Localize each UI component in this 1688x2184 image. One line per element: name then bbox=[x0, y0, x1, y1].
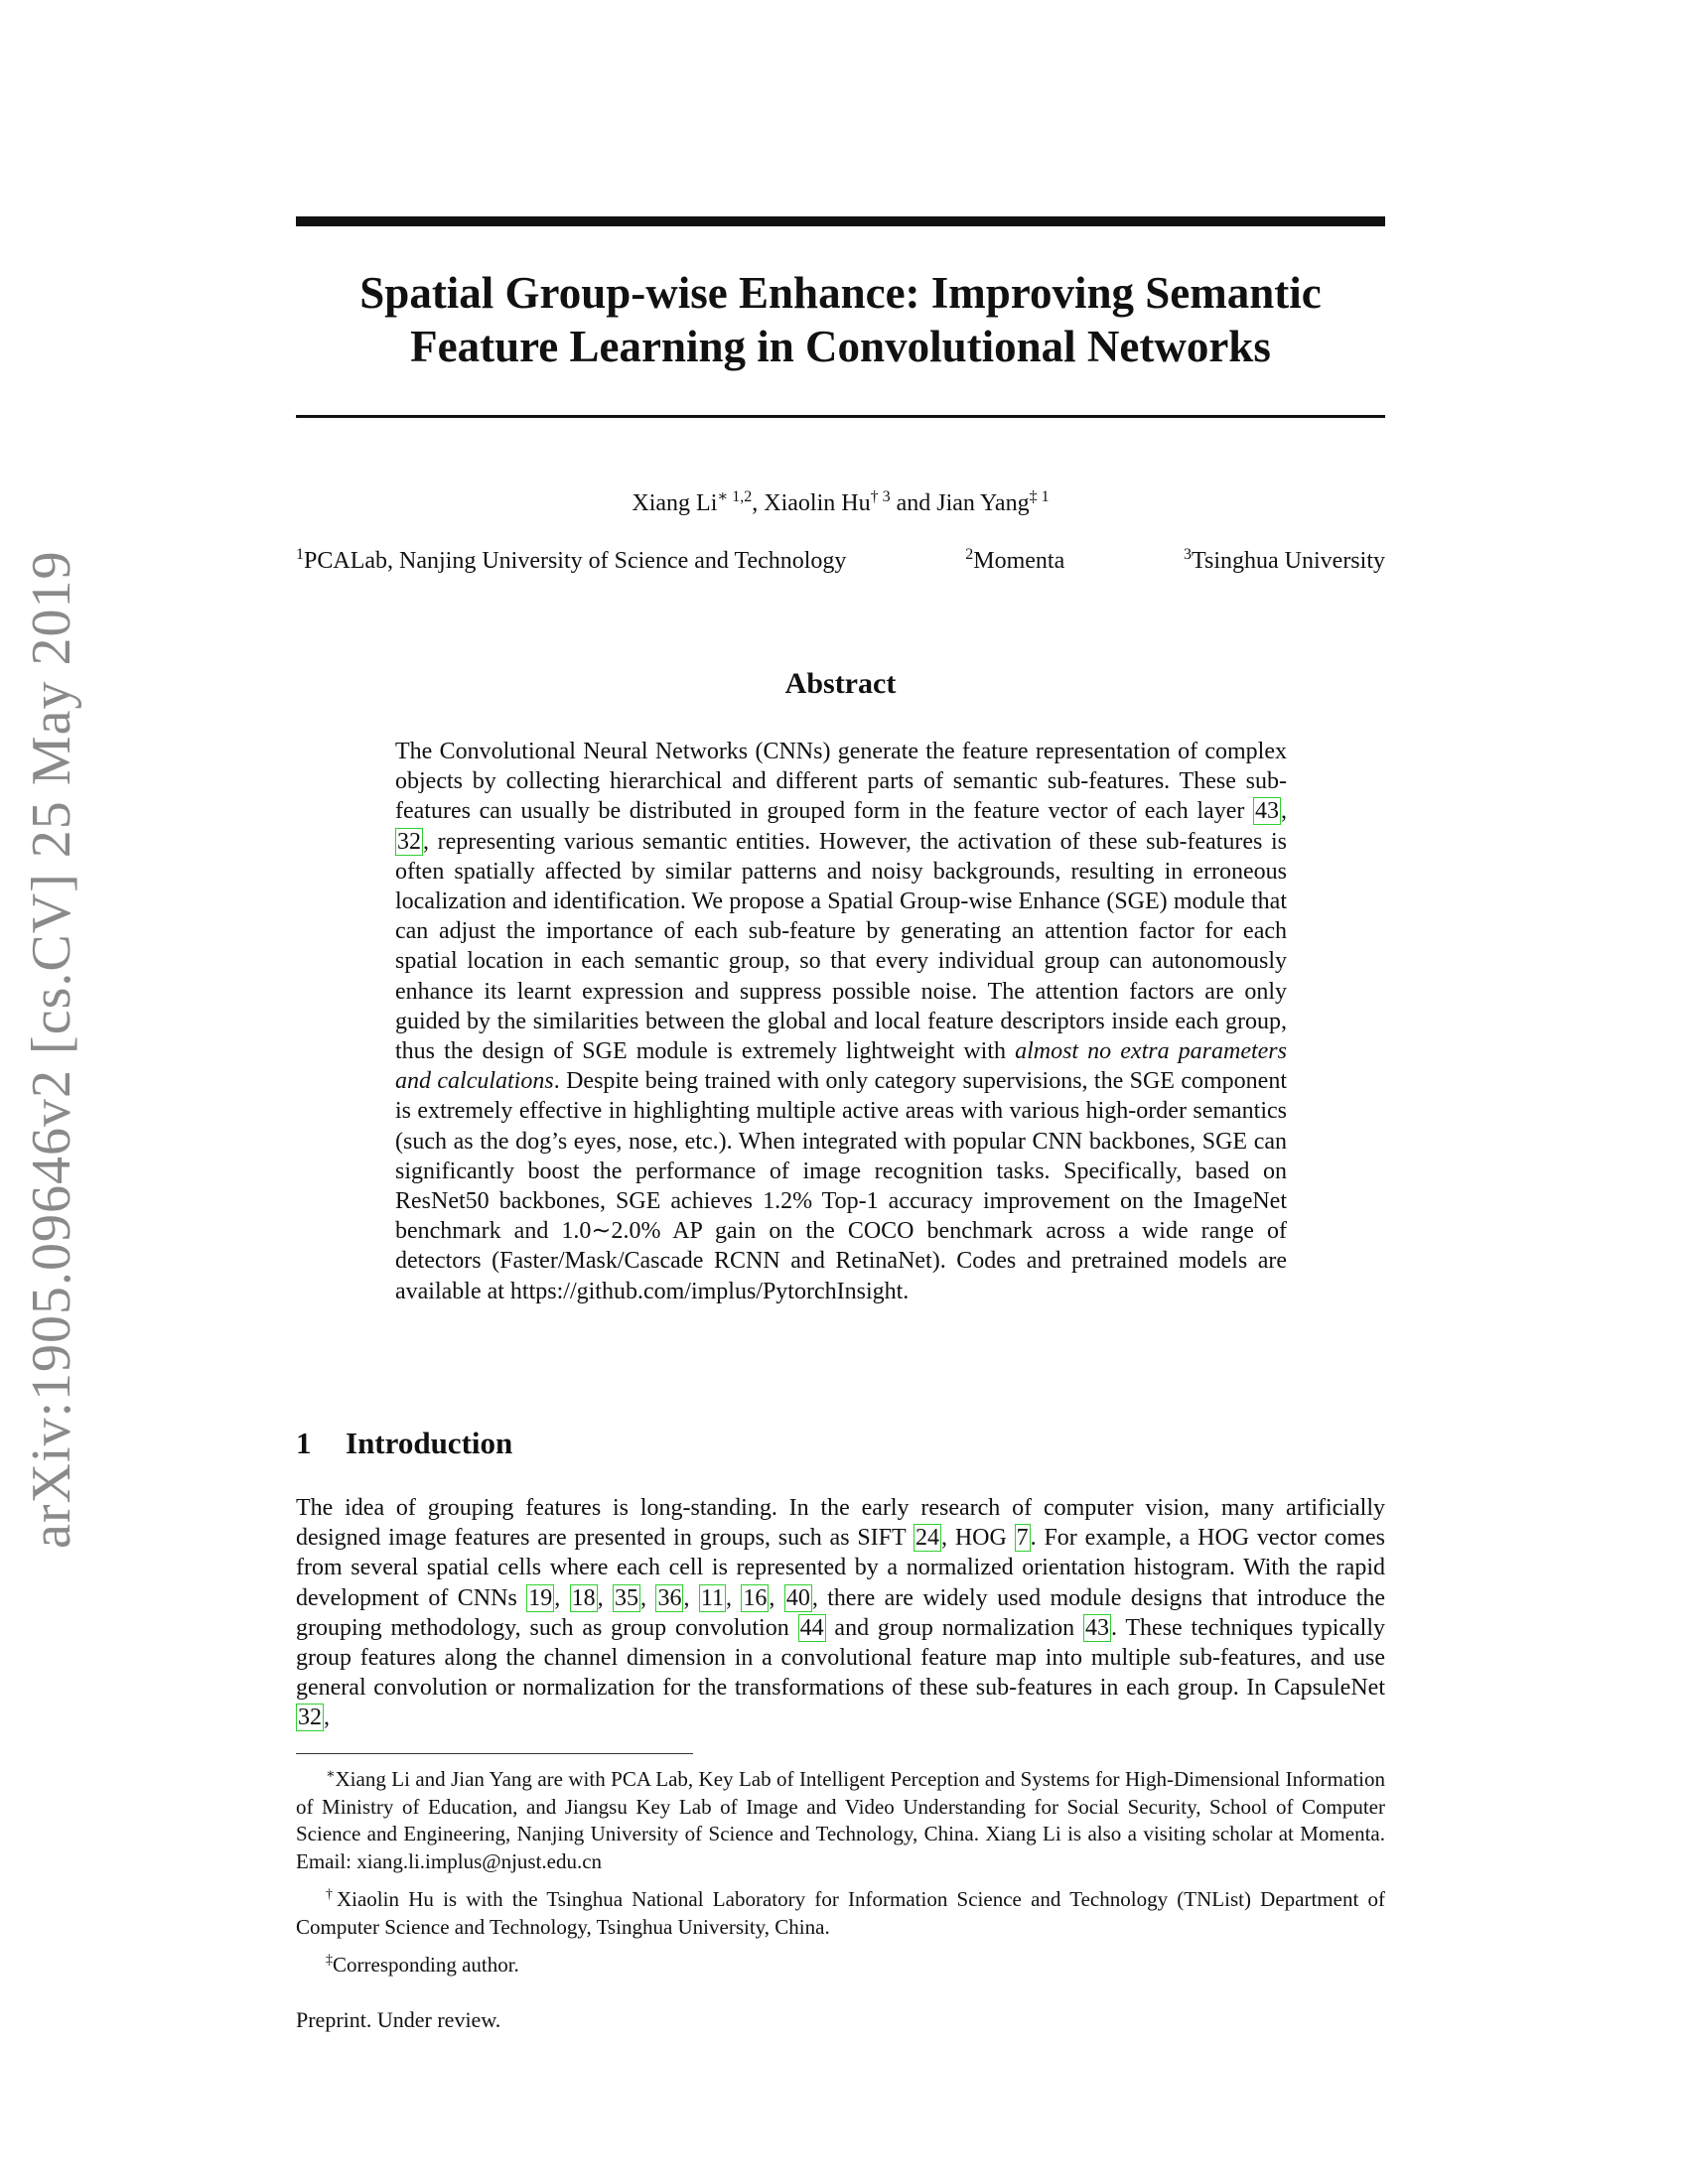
intro-run: The idea of grouping features is long-standing. In the early research of computer vision, many artificially designed image features are presented in groups, such as SIFT bbox=[296, 1495, 1385, 1552]
citation-link[interactable]: 11 bbox=[700, 1584, 724, 1611]
citation-link[interactable]: 36 bbox=[657, 1584, 682, 1611]
title-line-1: Spatial Group-wise Enhance: Improving Semantic bbox=[359, 268, 1322, 318]
citation-separator: , bbox=[640, 1584, 656, 1611]
footnote bbox=[296, 1881, 1385, 1941]
abstract-run: . Despite being trained with only category supervisions, the SGE component is extremely effective in highlighting multiple active areas with various high-order semantics (such as the dog’s eyes, nose, etc.). When integrated with popular CNN backbones, SGE can significantly boost the performance of image recognition tasks. Specifically, based on ResNet50 backbones, SGE achieves 1.2% Top-1 accuracy improvement on the ImageNet benchmark and 1.0∼2.0% AP gain on the COCO benchmark across a wide range of detectors (Faster/Mask/Cascade RCNN and RetinaNet). Codes and pretrained models are available at https://github.com/implus/PytorchInsight. bbox=[395, 1068, 1287, 1304]
footnotes bbox=[296, 1761, 1385, 1985]
author-separator: and bbox=[890, 490, 937, 516]
author-separator: , bbox=[752, 490, 765, 516]
abstract-run: The Convolutional Neural Networks (CNNs) generate the feature representation of complex objects by collecting hierarchical and different parts of semantic sub-features. These sub-features can usually be distributed in grouped form in the feature vector of each layer bbox=[395, 739, 1287, 825]
title-top-rule bbox=[296, 216, 1385, 226]
footnote-mark: ‡ bbox=[326, 1953, 333, 1968]
citation-link[interactable]: 35 bbox=[615, 1584, 639, 1611]
citation-separator: , bbox=[1281, 798, 1287, 825]
affiliation-name: Momenta bbox=[973, 548, 1065, 574]
footnote-mark: ∗ bbox=[326, 1767, 336, 1782]
section-heading bbox=[296, 1426, 512, 1461]
citation-link[interactable]: 32 bbox=[298, 1705, 322, 1731]
citation-separator: , bbox=[597, 1584, 614, 1611]
citation-link[interactable]: 18 bbox=[571, 1584, 596, 1611]
affiliation-name: PCALab, Nanjing University of Science and Technology bbox=[304, 548, 847, 574]
citation-separator: , bbox=[683, 1584, 699, 1611]
intro-run: and group normalization bbox=[825, 1614, 1083, 1641]
affiliation-mark: 3 bbox=[1184, 546, 1193, 563]
paper-title bbox=[296, 266, 1385, 373]
author-marks: ‡ 1 bbox=[1029, 488, 1050, 505]
affiliation-mark: 2 bbox=[965, 546, 974, 563]
abstract-emphasis: almost no extra parameters and calculations bbox=[395, 1038, 1287, 1095]
abstract-run: , representing various semantic entities. However, the activation of these sub-features is often spatially affected by similar patterns and noisy backgrounds, resulting in erroneous localization and identification. We propose a Spatial Group-wise Enhance (SGE) module that can adjust the importance of each sub-feature by generating an attention factor for each spatial location in each semantic group, so that every individual group can autonomously enhance its learnt expression and suppress possible noise. The attention factors are only guided by the similarities between the global and local feature descriptors inside each group, thus the design of SGE module is extremely lightweight with bbox=[395, 828, 1287, 1065]
citation-link[interactable]: 43 bbox=[1084, 1614, 1109, 1641]
affiliation bbox=[965, 546, 1064, 575]
title-bottom-rule bbox=[296, 415, 1385, 418]
abstract-heading: Abstract bbox=[784, 667, 897, 700]
citation-link[interactable]: 32 bbox=[397, 828, 421, 855]
citation-separator: , bbox=[726, 1584, 742, 1611]
intro-run: . These techniques typically group features along the channel dimension in a convolutional feature map into multiple sub-features, and use general convolution or normalization for the transformations of these sub-features in each group. In CapsuleNet bbox=[296, 1614, 1386, 1702]
author-name: Jian Yang bbox=[936, 490, 1030, 516]
author-list bbox=[296, 486, 1385, 517]
intro-run: , bbox=[324, 1705, 330, 1731]
footnote-text: Xiang Li and Jian Yang are with PCA Lab, Key Lab of Intelligent Perception and Systems for High-Dimensional Information of Ministry of Education, and Jiangsu Key Lab of Image and Video Understanding for Social Security, School of Computer Science and Engineering, Nanjing University of Science and Technology, China. Xiang Li is also a visiting scholar at Momenta. Email: xiang.li.implus@njust.edu.cn bbox=[296, 1767, 1385, 1873]
citation-link[interactable]: 19 bbox=[528, 1584, 553, 1611]
footnote-rule bbox=[296, 1753, 693, 1754]
citation-link[interactable]: 40 bbox=[785, 1584, 810, 1611]
author-marks: ∗ 1,2 bbox=[717, 488, 753, 505]
citation-separator: , bbox=[554, 1584, 570, 1611]
title-line-2: Feature Learning in Convolutional Networks bbox=[410, 322, 1271, 371]
abstract-text bbox=[395, 737, 1287, 1306]
affiliation bbox=[1184, 546, 1385, 575]
author-name: Xiang Li bbox=[632, 490, 718, 516]
citation-link[interactable]: 24 bbox=[915, 1525, 940, 1552]
footnote-text: Corresponding author. bbox=[333, 1953, 519, 1977]
section-number: 1 bbox=[296, 1426, 312, 1460]
footnote bbox=[296, 1947, 1385, 1979]
affiliation-mark: 1 bbox=[296, 546, 304, 563]
section-title: Introduction bbox=[346, 1426, 513, 1460]
affiliation bbox=[296, 546, 846, 575]
footnote bbox=[296, 1761, 1385, 1875]
affiliation-name: Tsinghua University bbox=[1192, 548, 1385, 574]
citation-link[interactable]: 44 bbox=[799, 1614, 824, 1641]
intro-run: , HOG bbox=[941, 1525, 1015, 1552]
footnote-text: Xiaolin Hu is with the Tsinghua National Laboratory for Information Science and Technology (TNList) Department of Computer Science and Technology, Tsinghua University, China. bbox=[296, 1887, 1386, 1939]
intro-run: . For example, a HOG vector comes from several spatial cells where each cell is represented by a normalized orientation histogram. With the rapid development of CNNs bbox=[296, 1525, 1385, 1611]
citation-link[interactable]: 7 bbox=[1016, 1525, 1029, 1552]
author-name: Xiaolin Hu bbox=[764, 490, 871, 516]
introduction-paragraph bbox=[296, 1493, 1385, 1733]
preprint-note: Preprint. Under review. bbox=[296, 2007, 501, 2032]
citation-link[interactable]: 16 bbox=[743, 1584, 768, 1611]
footnote-mark: † bbox=[326, 1887, 337, 1902]
citation-separator: , bbox=[769, 1584, 784, 1611]
arxiv-identifier: arXiv:1905.09646v2 [cs.CV] 25 May 2019 bbox=[21, 550, 82, 1549]
affiliation-list bbox=[296, 546, 1385, 575]
citation-link[interactable]: 43 bbox=[1255, 798, 1279, 825]
intro-run: , there are widely used module designs that introduce the grouping methodology, such as group convolution bbox=[296, 1584, 1386, 1641]
author-marks: † 3 bbox=[870, 488, 891, 505]
